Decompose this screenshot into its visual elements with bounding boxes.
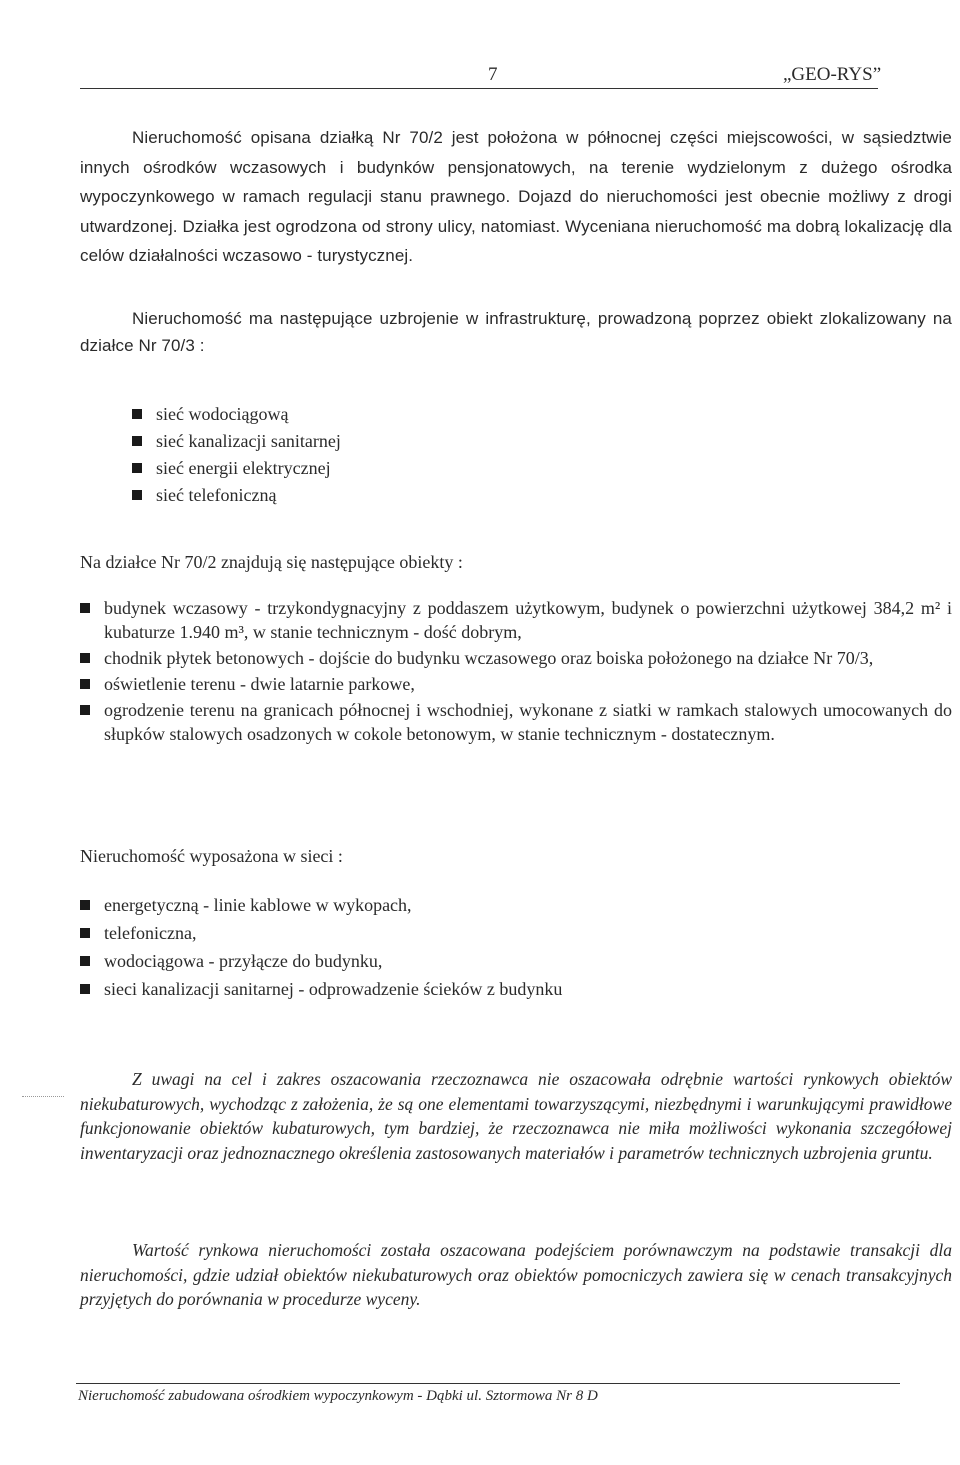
list-item: chodnik płytek betonowych - dojście do budynku wczasowego oraz boiska położonego na działce Nr 70/3,	[80, 646, 952, 670]
list-item: oświetlenie terenu - dwie latarnie parkowe,	[80, 672, 952, 696]
infrastructure-paragraph: Nieruchomość ma następujące uzbrojenie w infrastrukturę, prowadzoną poprzez obiekt zlokalizowany na działce Nr 70/3 :	[80, 309, 952, 355]
bullet-icon	[80, 679, 90, 689]
footer-rule	[76, 1383, 900, 1384]
bullet-icon	[80, 603, 90, 613]
list-item: budynek wczasowy - trzykondygnacyjny z poddaszem użytkowym, budynek o powierzchni użytkowej 384,2 m² i kubaturze 1.940 m³, w stanie technicznym - dość dobrym,	[80, 596, 952, 644]
objects-heading: Na działce Nr 70/2 znajdują się następujące obiekty :	[80, 552, 463, 572]
italic-paragraph-1: Z uwagi na cel i zakres oszacowania rzeczoznawca nie oszacowała odrębnie wartości rynkowych obiektów niekubaturowych, wychodząc z założenia, że są one elementami towarzyszącymi, niezbędnymi i warunkującymi prawidłowe funkcjonowanie obiektów kubaturowych, tym bardziej, że rzeczoznawca nie miła możliwości wykonania szczegółowej inwentaryzacji oraz jednoznacznego określenia zastosowanych materiałów i parametrów technicznych uzbrojenia gruntu.	[80, 1069, 952, 1163]
list-item: sieć energii elektrycznej	[132, 456, 432, 480]
bullet-icon	[80, 900, 90, 910]
infrastructure-list	[132, 402, 432, 507]
networks-heading: Nieruchomość wyposażona w sieci :	[80, 846, 343, 866]
bullet-icon	[80, 956, 90, 966]
objects-list	[80, 596, 952, 746]
page-number: 7	[488, 64, 498, 85]
list-item: sieć kanalizacji sanitarnej	[132, 429, 432, 453]
intro-paragraph: Nieruchomość opisana działką Nr 70/2 jest położona w północnej części miejscowości, w sąsiedztwie innych ośrodków wczasowych i budynków pensjonatowych, na terenie wydzielonym z dużego ośrodka wypoczynkowego w ramach regulacji stanu prawnego. Dojazd do nieruchomości jest obecnie możliwy z drogi utwardzonej. Działka jest ogrodzona od strony ulicy, natomiast. Wyceniana nieruchomość ma dobrą lokalizację dla celów działalności wczasowo - turystycznej.	[80, 128, 952, 265]
list-item: energetyczną - linie kablowe w wykopach,	[80, 893, 780, 917]
list-item: sieci kanalizacji sanitarnej - odprowadzenie ścieków z budynku	[80, 977, 780, 1001]
bullet-icon	[80, 928, 90, 938]
bullet-icon	[80, 653, 90, 663]
bullet-icon	[132, 490, 142, 500]
list-item: telefoniczna,	[80, 921, 780, 945]
bullet-icon	[132, 463, 142, 473]
bullet-icon	[132, 436, 142, 446]
list-item: sieć wodociągową	[132, 402, 432, 426]
company-name: „GEO-RYS”	[783, 64, 882, 85]
bullet-icon	[80, 705, 90, 715]
scan-mark	[22, 1096, 64, 1101]
list-item: sieć telefoniczną	[132, 483, 432, 507]
list-item: wodociągowa - przyłącze do budynku,	[80, 949, 780, 973]
italic-paragraph-2: Wartość rynkowa nieruchomości została oszacowana podejściem porównawczym na podstawie transakcji dla nieruchomości, gdzie udział obiektów niekubaturowych oraz obiektów pomocniczych zawiera się w cenach transakcyjnych przyjętych do porównania w procedurze wyceny.	[80, 1240, 952, 1309]
bullet-icon	[132, 409, 142, 419]
bullet-icon	[80, 984, 90, 994]
networks-list	[80, 893, 780, 1001]
list-item: ogrodzenie terenu na granicach północnej i wschodniej, wykonane z siatki w ramkach stalowych umocowanych do słupków stalowych osadzonych w cokole betonowym, w stanie technicznym - dostatecznym.	[80, 698, 952, 746]
page-footer: Nieruchomość zabudowana ośrodkiem wypoczynkowym - Dąbki ul. Sztormowa Nr 8 D	[78, 1388, 598, 1404]
header-rule	[80, 88, 878, 89]
